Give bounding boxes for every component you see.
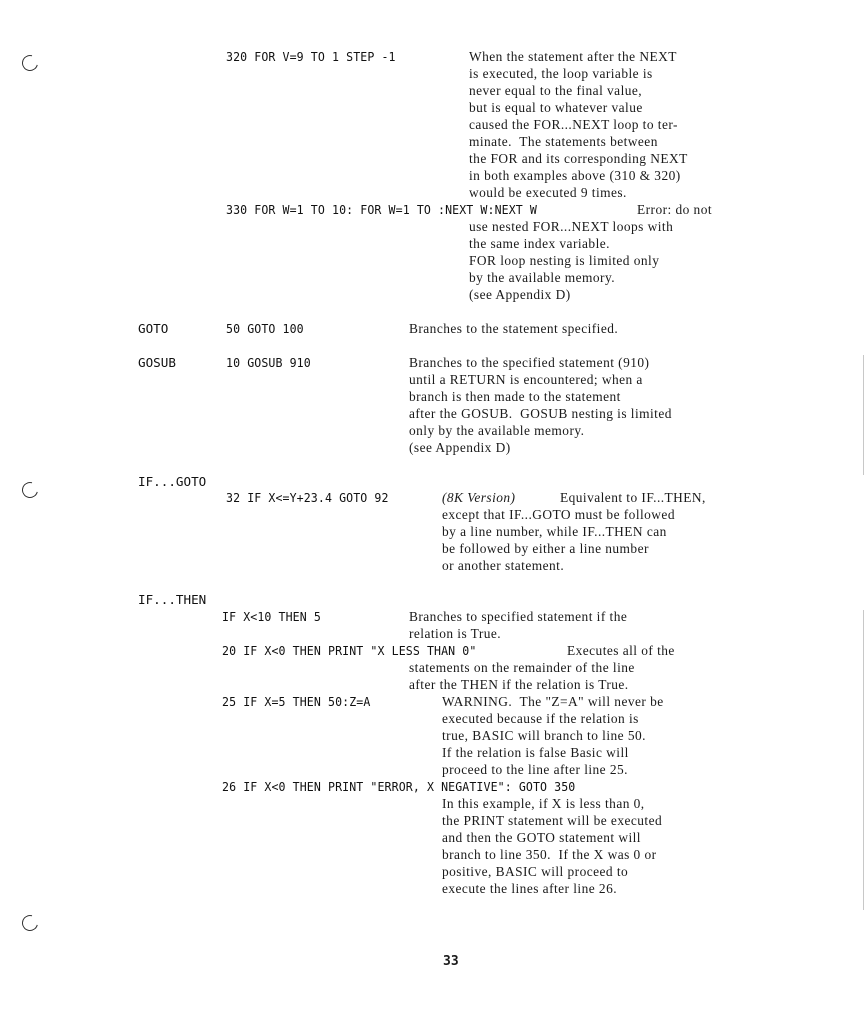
text-line: and then the GOTO statement will <box>442 830 641 845</box>
text-line: the PRINT statement will be executed <box>442 813 663 828</box>
text-line: Branches to the specified statement (910) <box>409 355 650 370</box>
page-edge-line <box>863 610 864 910</box>
goto-description: Branches to the statement specified. <box>409 321 619 336</box>
text-line: proceed to the line after line 25. <box>442 762 628 777</box>
text-line: execute the lines after line 26. <box>442 881 618 896</box>
text-line: but is equal to whatever value <box>469 100 643 115</box>
text-line: the FOR and its corresponding NEXT <box>469 151 688 166</box>
text-line: relation is True. <box>409 626 502 641</box>
text-line: When the statement after the NEXT <box>469 49 677 64</box>
statement-keyword-if-then: IF...THEN <box>138 592 207 607</box>
text-line: use nested FOR...NEXT loops with <box>469 219 674 234</box>
code-line-50: 50 GOTO 100 <box>226 321 304 336</box>
text-line: (see Appendix D) <box>409 440 511 455</box>
text-line: in both examples above (310 & 320) <box>469 168 681 183</box>
text-line: FOR loop nesting is limited only <box>469 253 660 268</box>
text-line: (see Appendix D) <box>469 287 571 302</box>
binder-hole-bottom <box>19 912 41 934</box>
text-line: only by the available memory. <box>409 423 585 438</box>
text-line: is executed, the loop variable is <box>469 66 653 81</box>
version-note: (8K Version) <box>442 490 516 505</box>
text-line: by the available memory. <box>469 270 616 285</box>
code-line-330: 330 FOR W=1 TO 10: FOR W=1 TO :NEXT W:NEXT W <box>226 202 537 217</box>
binder-hole-top <box>19 52 41 74</box>
code-line-320: 320 FOR V=9 TO 1 STEP -1 <box>226 49 396 64</box>
text-line: Executes all of the <box>567 643 675 658</box>
code-line-32: 32 IF X<=Y+23.4 GOTO 92 <box>226 490 389 505</box>
code-line-26: 26 IF X<0 THEN PRINT "ERROR, X NEGATIVE": GOTO 350 <box>222 779 576 794</box>
text-line: would be executed 9 times. <box>469 185 627 200</box>
page-edge-line <box>863 355 864 475</box>
text-line: WARNING. The "Z=A" will never be <box>442 694 664 709</box>
text-line: In this example, if X is less than 0, <box>442 796 645 811</box>
statement-keyword-gosub: GOSUB <box>138 355 176 370</box>
code-line-if-then-5: IF X<10 THEN 5 <box>222 609 321 624</box>
text-line: If the relation is false Basic will <box>442 745 629 760</box>
text-line: caused the FOR...NEXT loop to ter- <box>469 117 678 132</box>
text-line: statements on the remainder of the line <box>409 660 635 675</box>
text-line: true, BASIC will branch to line 50. <box>442 728 646 743</box>
text-line: Equivalent to IF...THEN, <box>560 490 706 505</box>
text-line: Branches to specified statement if the <box>409 609 628 624</box>
text-line: except that IF...GOTO must be followed <box>442 507 675 522</box>
text-line: after the GOSUB. GOSUB nesting is limited <box>409 406 672 421</box>
text-line: be followed by either a line number <box>442 541 649 556</box>
statement-keyword-if-goto: IF...GOTO <box>138 474 207 489</box>
text-line: until a RETURN is encountered; when a <box>409 372 643 387</box>
code-line-10: 10 GOSUB 910 <box>226 355 311 370</box>
binder-hole-middle <box>19 479 41 501</box>
text-line: or another statement. <box>442 558 565 573</box>
text-line: minate. The statements between <box>469 134 658 149</box>
text-line: executed because if the relation is <box>442 711 639 726</box>
page-number: 33 <box>443 954 459 969</box>
code-line-20: 20 IF X<0 THEN PRINT "X LESS THAN 0" <box>222 643 477 658</box>
text-line: positive, BASIC will proceed to <box>442 864 629 879</box>
text-line: branch is then made to the statement <box>409 389 621 404</box>
text-line: the same index variable. <box>469 236 610 251</box>
text-line: by a line number, while IF...THEN can <box>442 524 667 539</box>
text-line: after the THEN if the relation is True. <box>409 677 629 692</box>
text-line: Error: do not <box>637 202 713 217</box>
text-line: branch to line 350. If the X was 0 or <box>442 847 657 862</box>
code-line-25: 25 IF X=5 THEN 50:Z=A <box>222 694 371 709</box>
statement-keyword-goto: GOTO <box>138 321 169 336</box>
text-line: never equal to the final value, <box>469 83 643 98</box>
